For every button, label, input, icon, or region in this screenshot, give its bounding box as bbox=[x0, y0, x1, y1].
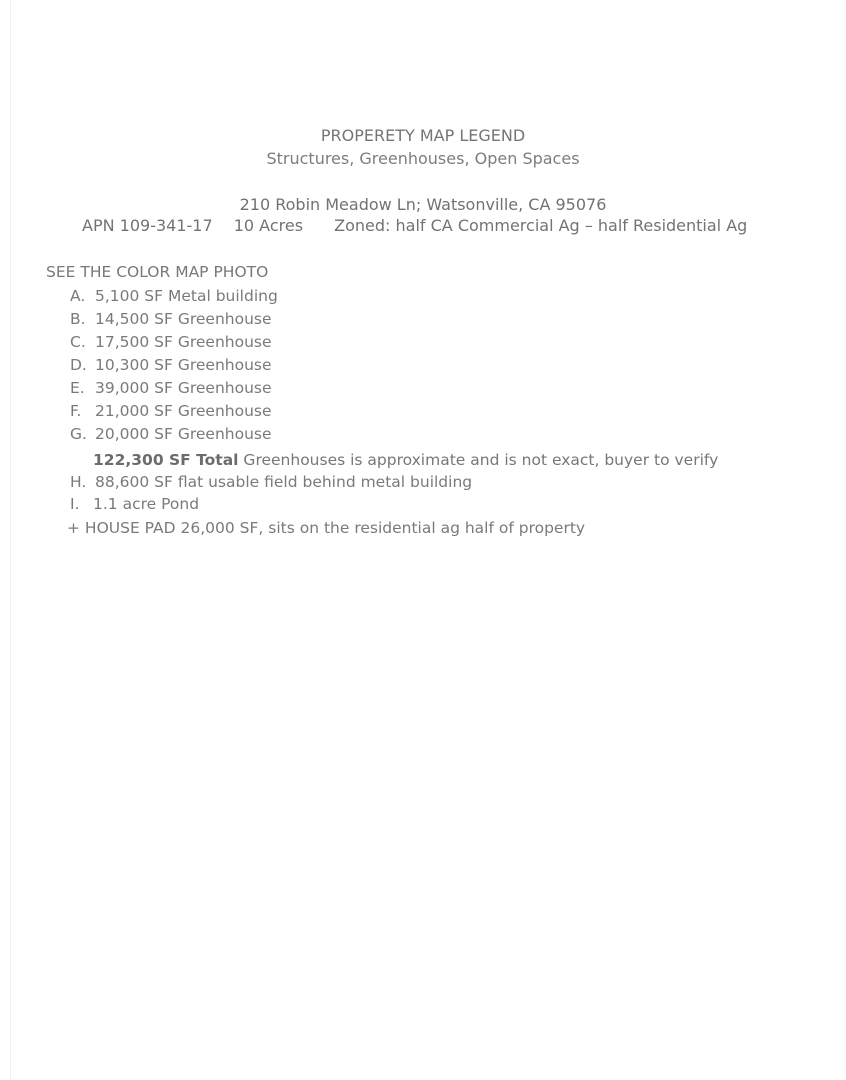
legend-item-f bbox=[70, 401, 272, 421]
item-text: 1.1 acre Pond bbox=[93, 495, 200, 513]
house-pad: + HOUSE PAD 26,000 SF, sits on the residential ag half of property bbox=[67, 519, 586, 537]
item-letter: I. bbox=[70, 495, 80, 513]
zoning: Zoned: half CA Commercial Ag – half Residential Ag bbox=[334, 216, 748, 235]
item-text: 10,300 SF Greenhouse bbox=[95, 356, 272, 374]
legend-item-c bbox=[70, 332, 272, 352]
legend-subtitle: Structures, Greenhouses, Open Spaces bbox=[266, 149, 580, 168]
item-letter: A. bbox=[70, 287, 86, 305]
legend-item-e bbox=[70, 378, 272, 398]
legend-heading: SEE THE COLOR MAP PHOTO bbox=[46, 263, 269, 281]
item-letter: B. bbox=[70, 310, 86, 328]
item-letter: D. bbox=[70, 356, 87, 374]
greenhouse-total bbox=[93, 450, 718, 470]
item-letter: E. bbox=[70, 379, 85, 397]
item-letter: H. bbox=[70, 473, 87, 491]
item-text: 14,500 SF Greenhouse bbox=[95, 310, 272, 328]
item-text: 17,500 SF Greenhouse bbox=[95, 333, 272, 351]
total-note: Greenhouses is approximate and is not exact, buyer to verify bbox=[238, 451, 719, 469]
legend-item-g bbox=[70, 424, 272, 444]
item-letter: F. bbox=[70, 402, 82, 420]
item-letter: G. bbox=[70, 425, 87, 443]
parcel-info bbox=[82, 216, 747, 236]
legend-title: PROPERETY MAP LEGEND bbox=[320, 126, 526, 145]
legend-item-d bbox=[70, 355, 272, 375]
apn-number: APN 109-341-17 bbox=[82, 216, 213, 235]
legend-item-a bbox=[70, 286, 278, 306]
item-text: 88,600 SF flat usable field behind metal building bbox=[95, 473, 473, 491]
acreage: 10 Acres bbox=[233, 216, 304, 235]
item-text: 20,000 SF Greenhouse bbox=[95, 425, 272, 443]
item-letter: C. bbox=[70, 333, 86, 351]
property-address: 210 Robin Meadow Ln; Watsonville, CA 95076 bbox=[239, 195, 607, 214]
item-text: 5,100 SF Metal building bbox=[95, 287, 278, 305]
legend-item-b bbox=[70, 309, 272, 329]
legend-item-h bbox=[70, 472, 472, 492]
legend-item-i bbox=[70, 494, 199, 514]
item-text: 21,000 SF Greenhouse bbox=[95, 402, 272, 420]
total-amount: 122,300 SF Total bbox=[93, 451, 239, 469]
item-text: 39,000 SF Greenhouse bbox=[95, 379, 272, 397]
